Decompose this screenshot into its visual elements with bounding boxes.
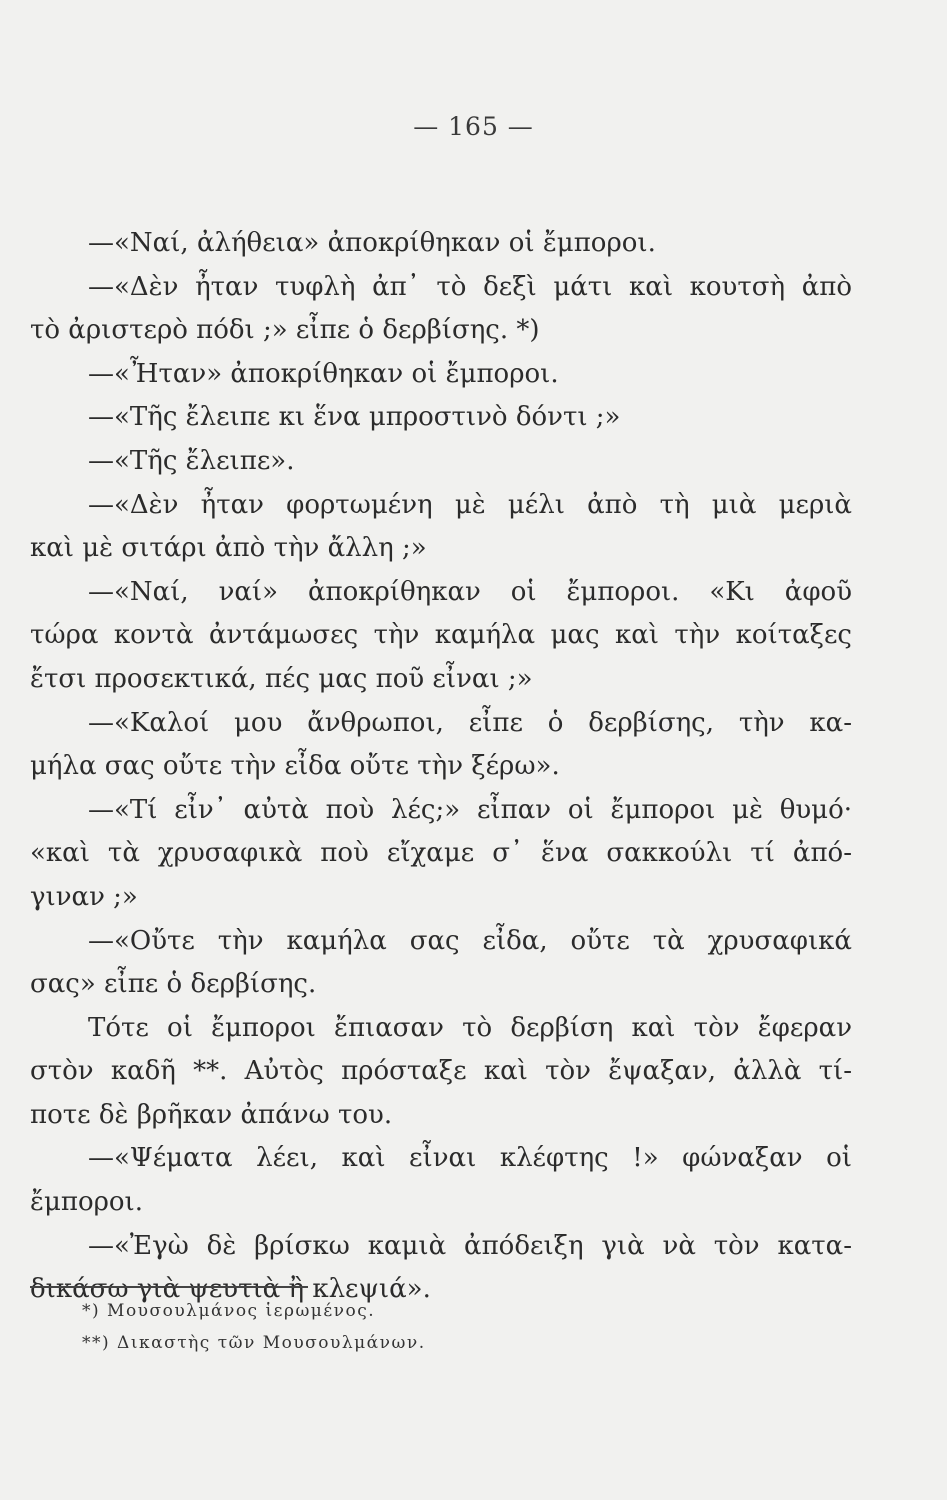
text-line: ἔτσι προσεκτικά, πές μας ποῦ εἶναι ;» — [30, 663, 533, 694]
text-line: —«Τῆς ἔλειπε». — [88, 445, 295, 476]
footnote-1: *) Μουσουλμάνος ἱερωμένος. — [82, 1301, 376, 1321]
text-line: «καὶ τὰ χρυσαφικὰ ποὺ εἴχαμε σ᾽ ἕνα σακκούλι τί ἀπό- — [30, 838, 852, 869]
text-line: τὸ ἀριστερὸ πόδι ;» εἶπε ὁ δερβίσης. *) — [30, 315, 540, 346]
text-line: στὸν καδῆ **. Αὐτὸς πρόσταξε καὶ τὸν ἔψαξαν, ἀλλὰ τί- — [30, 1056, 852, 1087]
footnote-2: **) Δικαστὴς τῶν Μουσουλμάνων. — [82, 1333, 426, 1353]
text-line: —«Δὲν ἦταν τυφλὴ ἀπ᾽ τὸ δεξὶ μάτι καὶ κουτσὴ ἀπὸ — [88, 271, 852, 302]
text-line: δικάσω γιὰ ψευτιὰ ἢ κλεψιά». — [30, 1274, 431, 1305]
text-line: —«Οὔτε τὴν καμήλα σας εἶδα, οὔτε τὰ χρυσαφικά — [88, 925, 852, 956]
text-line: —«Ψέματα λέει, καὶ εἶναι κλέφτης !» φώναξαν οἱ — [88, 1143, 852, 1174]
page-number: — 165 — — [413, 112, 534, 141]
text-line: —«Ἐγὼ δὲ βρίσκω καμιὰ ἀπόδειξη γιὰ νὰ τὸν κατα- — [88, 1230, 852, 1261]
text-line: —«Τῆς ἔλειπε κι ἕνα μπροστινὸ δόντι ;» — [88, 402, 621, 433]
text-line: —«Ἦταν» ἀποκρίθηκαν οἱ ἔμποροι. — [88, 358, 559, 389]
text-line: γιναν ;» — [30, 881, 138, 912]
text-line: —«Ναί, ἀλήθεια» ἀποκρίθηκαν οἱ ἔμποροι. — [88, 228, 656, 258]
text-line: —«Δὲν ἦταν φορτωμένη μὲ μέλι ἀπὸ τὴ μιὰ μεριὰ — [88, 489, 852, 520]
text-line: ἔμποροι. — [30, 1187, 143, 1218]
footnote-rule — [30, 1286, 308, 1288]
text-line: τώρα κοντὰ ἀντάμωσες τὴν καμήλα μας καὶ τὴν κοίταξες — [30, 620, 852, 651]
text-line: καὶ μὲ σιτάρι ἀπὸ τὴν ἄλλη ;» — [30, 533, 427, 564]
text-line: ποτε δὲ βρῆκαν ἀπάνω του. — [30, 1099, 393, 1130]
text-line: —«Τί εἶν᾽ αὐτὰ ποὺ λές;» εἶπαν οἱ ἔμποροι μὲ θυμό· — [88, 794, 852, 825]
text-line: —«Καλοί μου ἄνθρωποι, εἶπε ὁ δερβίσης, τὴν κα- — [88, 707, 852, 738]
text-line: σας» εἶπε ὁ δερβίσης. — [30, 969, 317, 1000]
text-line: μήλα σας οὔτε τὴν εἶδα οὔτε τὴν ξέρω». — [30, 751, 560, 782]
text-line: Τότε οἱ ἔμποροι ἔπιασαν τὸ δερβίση καὶ τὸν ἔφεραν — [88, 1012, 852, 1043]
body-text — [30, 222, 852, 1312]
text-line: —«Ναί, ναί» ἀποκρίθηκαν οἱ ἔμποροι. «Κι ἀφοῦ — [88, 576, 852, 607]
